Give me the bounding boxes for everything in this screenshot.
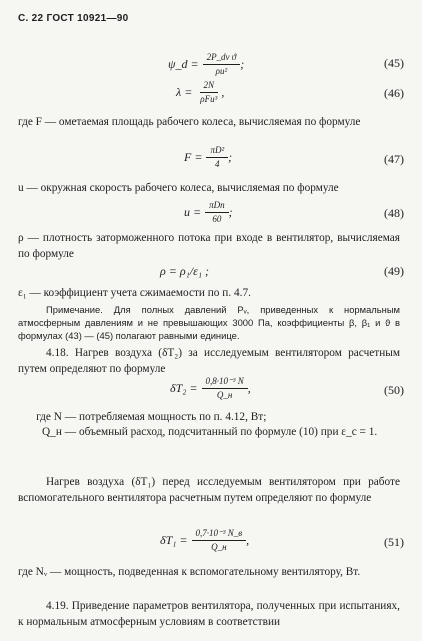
eq50-numerator: 0,8·10⁻³ N (202, 376, 248, 389)
eq46-lhs: λ = (176, 85, 193, 99)
eq50-fraction (202, 376, 248, 401)
equation-45 (168, 52, 244, 77)
eq48-fraction (205, 200, 229, 225)
where-term: где N — (36, 411, 76, 423)
eq47-numerator: πD² (206, 145, 228, 158)
eq47-fraction (206, 145, 228, 170)
eq48-tail: ; (228, 205, 233, 219)
eq47-denominator: 4 (215, 159, 220, 169)
eq46-denominator: ρFu³ (200, 94, 218, 104)
paragraph-velocity-definition: u — окружная скорость рабочего колеса, вычисляемая по формуле (18, 182, 339, 194)
eq45-numerator: 2P_dv ϑ (203, 52, 241, 65)
eq50-lhs: δT₂ = (170, 381, 198, 395)
paragraph-heating-before: Нагрев воздуха (δT₁) перед исследуемым вентилятором при работе вспомогательного вентилятора расчетным путем определяют по формуле (18, 476, 400, 504)
eq45-fraction (203, 52, 241, 77)
eq51-number: (51) (384, 535, 404, 549)
eq48-lhs: u = (184, 205, 202, 219)
eq47-lhs: F = (184, 150, 203, 164)
eq51-fraction (192, 528, 250, 553)
paragraph-area-definition: где F — ометаемая площадь рабочего колеса, вычисляемая по формуле (18, 116, 361, 128)
where-row (18, 410, 400, 425)
equation-51 (160, 528, 249, 553)
eq50-number: (50) (384, 383, 404, 397)
equation-48 (184, 200, 233, 225)
eq51-numerator: 0,7·10⁻³ N_в (192, 528, 247, 541)
eq46-tail: , (221, 85, 225, 99)
eq45-tail: ; (240, 57, 245, 71)
eq48-number: (48) (384, 206, 404, 220)
where-list-50 (18, 410, 400, 440)
eq45-denominator: ρu² (215, 66, 228, 76)
paragraph-4-19: 4.19. Приведение параметров вентилятора, полученных при испытаниях, к нормальным атмосферным условиям в соответствии (18, 600, 400, 628)
eq48-numerator: πDn (205, 200, 229, 213)
eq51-lhs: δT₁ = (160, 533, 188, 547)
eq49-number: (49) (384, 264, 404, 278)
eq46-number: (46) (384, 86, 404, 100)
page-header: С. 22 ГОСТ 10921—90 (18, 13, 129, 24)
paragraph-4-18: 4.18. Нагрев воздуха (δT₂) за исследуемым вентилятором расчетным путем определяют по формуле (18, 347, 400, 375)
eq47-number: (47) (384, 152, 404, 166)
note-block: Примечание. Для полных давлений Pᵥ, приведенных к нормальным атмосферным давлениям и не превышающих 3000 Па, коэффициенты β, β₁ и ϑ в формулах (43) — (45) полагают равными единице. (18, 304, 400, 341)
eq48-denominator: 60 (212, 214, 222, 224)
eq45-number: (45) (384, 56, 404, 70)
paragraph-power-definition: где Nᵥ — мощность, подведенная к вспомогательному вентилятору, Вт. (18, 566, 361, 578)
equation-50 (170, 376, 251, 401)
equation-49: ρ = ρ₁/ε₁ ; (160, 264, 210, 278)
eq51-tail: , (246, 533, 250, 547)
equation-47 (184, 145, 232, 170)
where-row (18, 425, 400, 440)
where-body: потребляемая мощность по п. 4.12, Вт; (79, 411, 267, 423)
eq51-denominator: Q_н (211, 542, 227, 552)
eq46-numerator: 2N (200, 80, 219, 93)
eq47-tail: ; (228, 150, 233, 164)
equation-46 (176, 80, 224, 105)
eq50-tail: , (247, 381, 251, 395)
where-body: объемный расход, подсчитанный по формуле (10) при ε_с = 1. (79, 426, 378, 438)
paragraph-density-definition: ρ — плотность заторможенного потока при входе в вентилятор, вычисляемая по формуле (18, 232, 400, 260)
eq46-fraction (196, 80, 221, 105)
where-term: Q_н — (42, 426, 76, 438)
eq50-denominator: Q_н (216, 390, 233, 400)
paragraph-compressibility: ε₁ — коэффициент учета сжимаемости по п. 4.7. (18, 287, 251, 299)
eq45-lhs: ψ_d = (168, 57, 199, 71)
